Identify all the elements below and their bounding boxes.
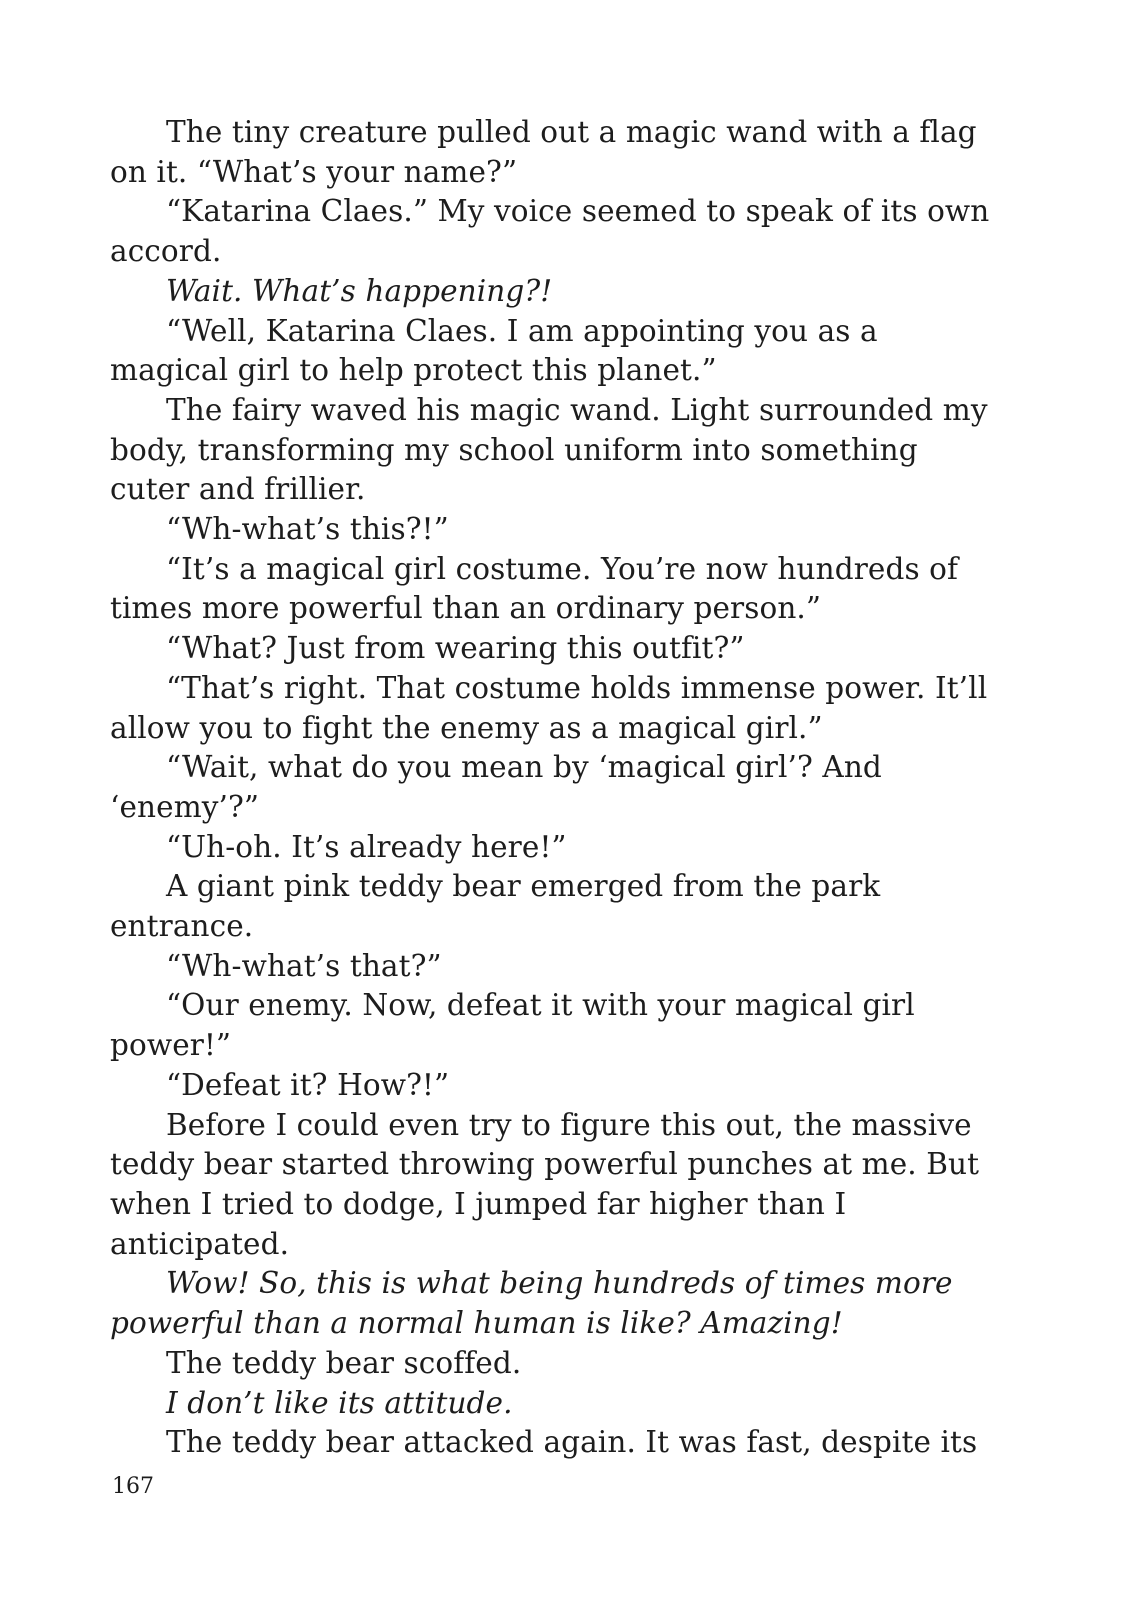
paragraph-16: Before I could even try to figure this out, the massive teddy bear started throwing powerful punches at me. But when I tried to dodge, I jumped far higher than I anticipated. [110,1107,980,1261]
paragraph-14: “Our enemy. Now, defeat it with your magical girl power!” [110,988,915,1063]
page-number: 167 [112,1474,154,1499]
paragraph-7: “It’s a magical girl costume. You’re now hundreds of times more powerful than an ordinary person.” [110,551,959,626]
paragraph-2: “Katarina Claes.” My voice seemed to speak of its own accord. [110,194,990,269]
body-text [110,113,990,1463]
paragraph-6: “Wh-what’s this?!” [166,512,449,547]
paragraph-8: “What? Just from wearing this outfit?” [166,631,745,666]
paragraph-19-thought: I don’t like its attitude. [166,1385,513,1420]
paragraph-11: “Uh-oh. It’s already here!” [166,829,567,864]
paragraph-17-thought: Wow! So, this is what being hundreds of times more powerful than a normal human is like? Amazing! [110,1266,953,1341]
paragraph-13: “Wh-what’s that?” [166,948,442,983]
paragraph-18: The teddy bear scoffed. [166,1345,522,1380]
paragraph-3-thought: Wait. What’s happening?! [166,273,553,308]
paragraph-5: The fairy waved his magic wand. Light surrounded my body, transforming my school uniform into something cuter and frillier. [110,392,988,507]
paragraph-10: “Wait, what do you mean by ‘magical girl’? And ‘enemy’?” [110,750,882,824]
paragraph-20: The teddy bear attacked again. It was fast, despite its [166,1425,978,1460]
paragraph-9: “That’s right. That costume holds immense power. It’ll allow you to fight the enemy as a magical girl.” [110,670,988,745]
paragraph-15: “Defeat it? How?!” [166,1067,450,1102]
paragraph-12: A giant pink teddy bear emerged from the park entrance. [110,869,881,944]
paragraph-4: “Well, Katarina Claes. I am appointing you as a magical girl to help protect this planet.” [110,313,878,388]
paragraph-1: The tiny creature pulled out a magic wand with a flag on it. “What’s your name?” [110,115,977,189]
